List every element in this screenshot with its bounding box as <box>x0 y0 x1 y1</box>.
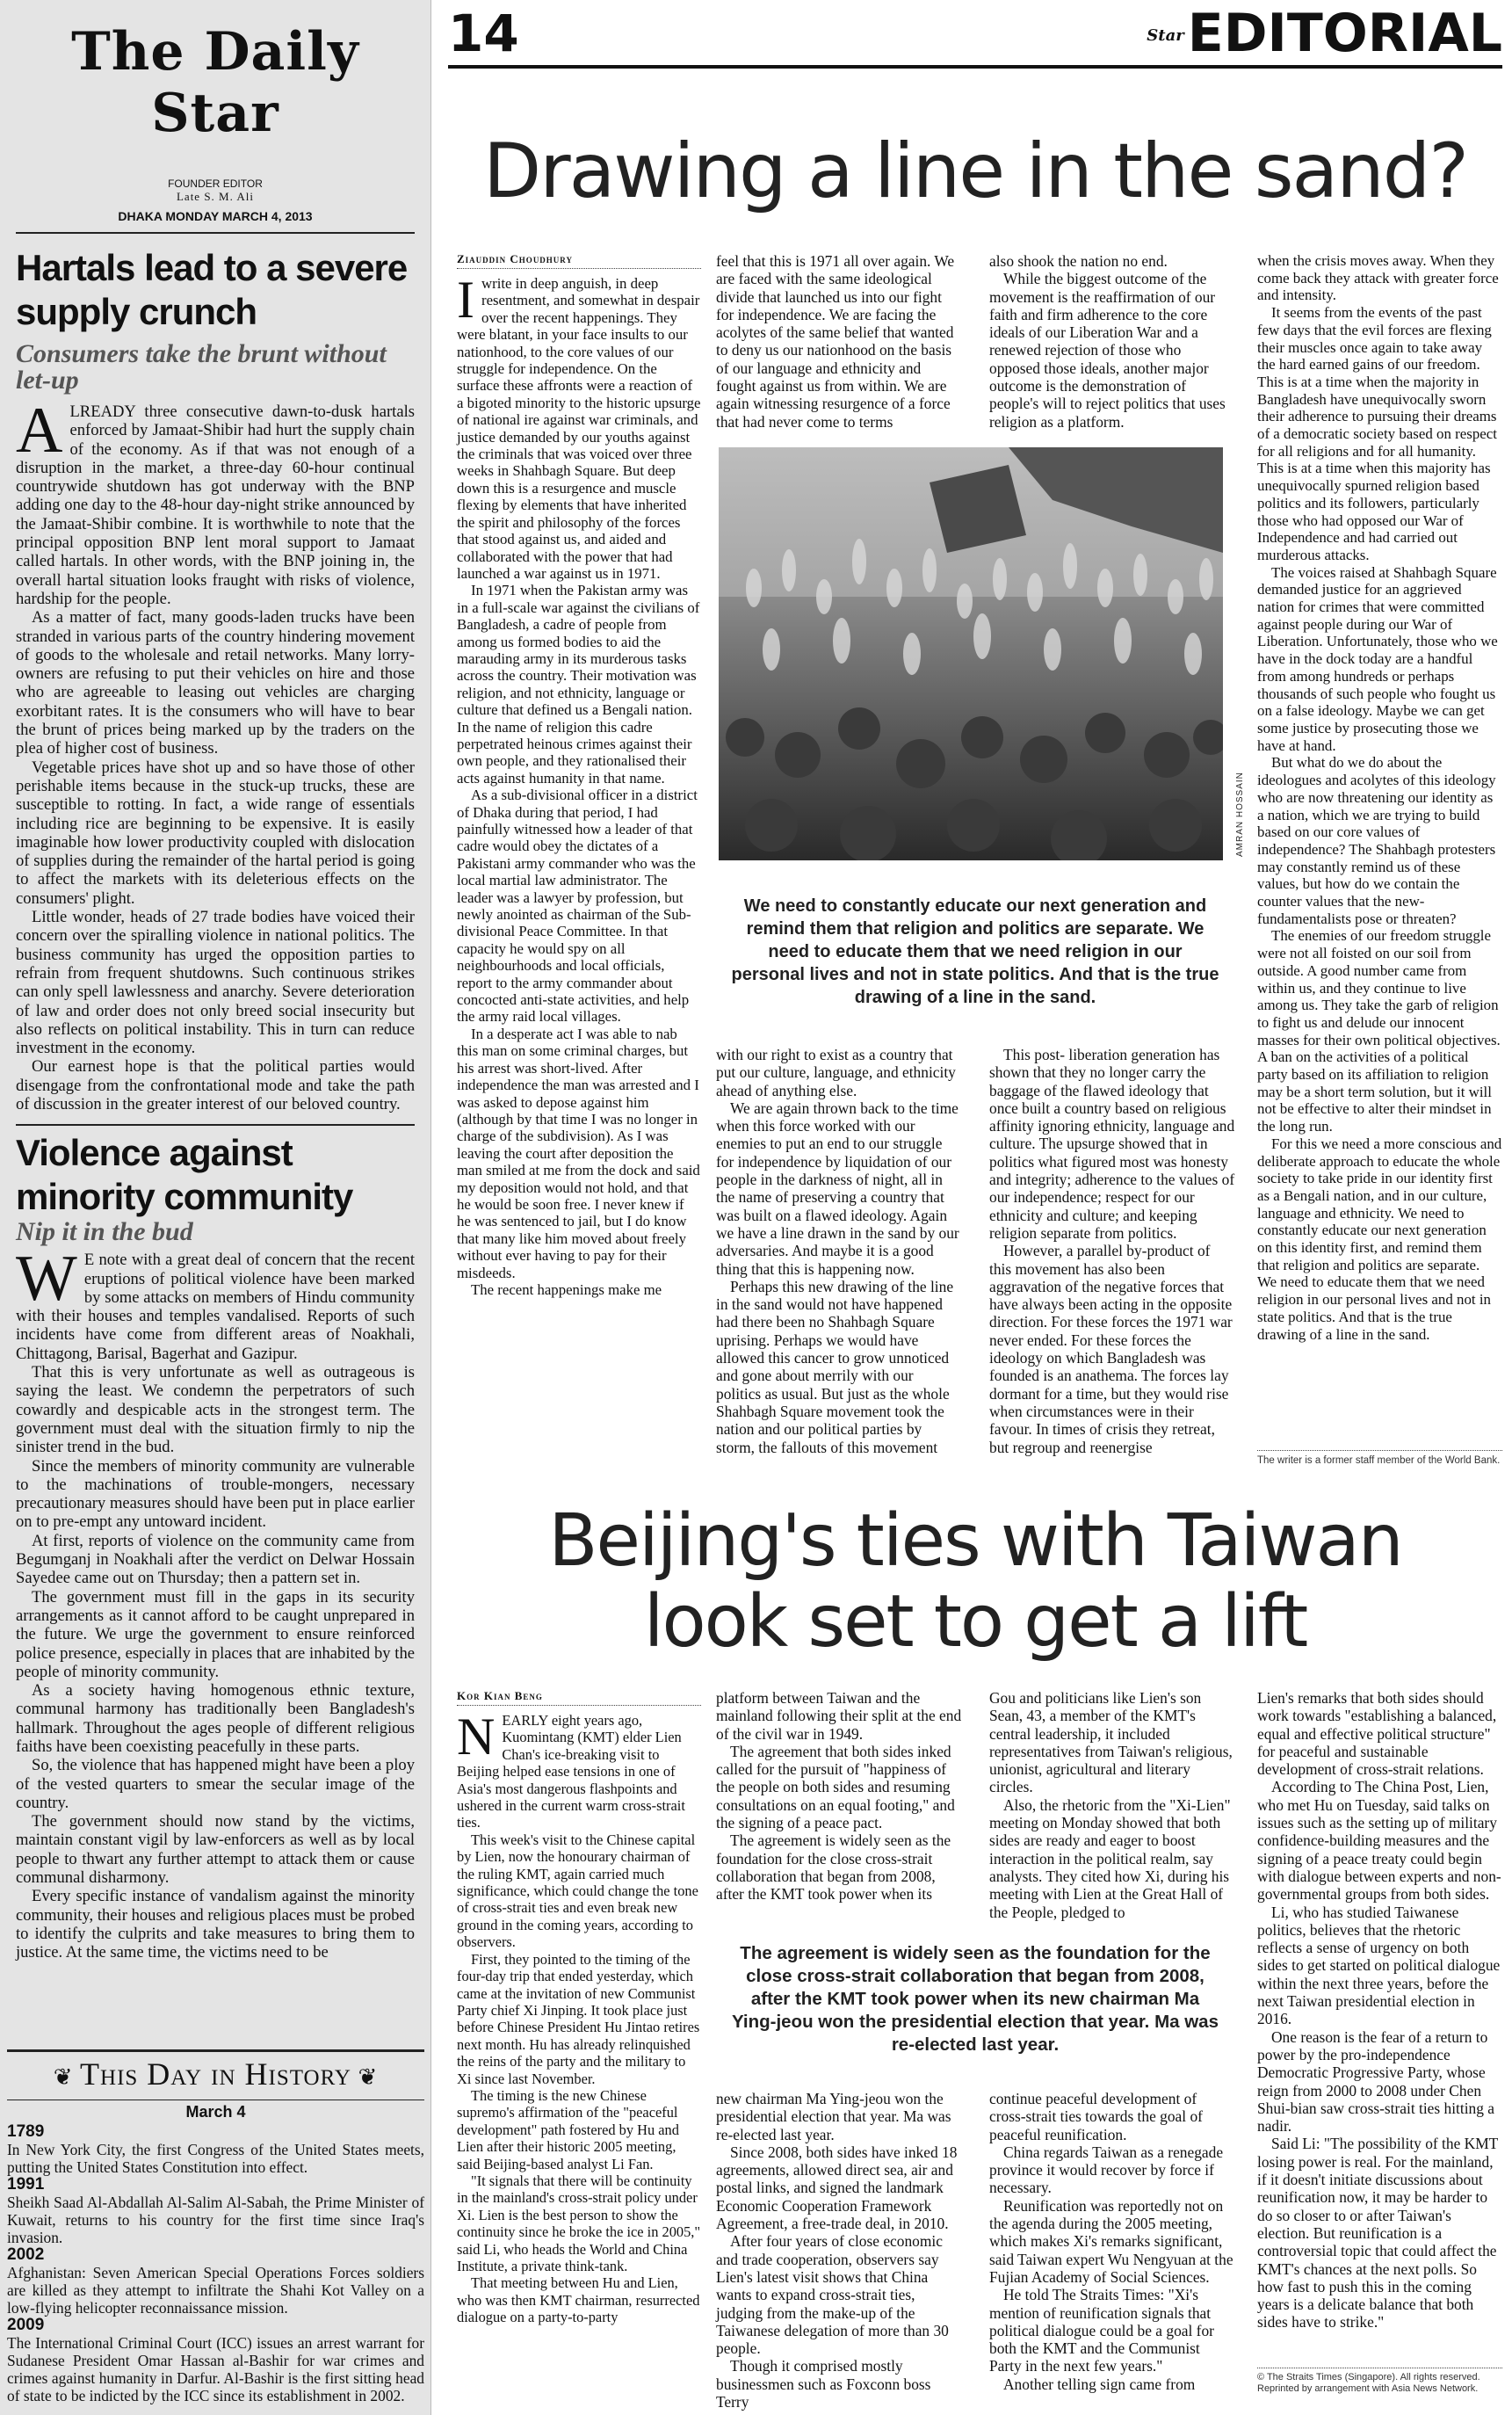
editorial-headline: Violence against minority community <box>16 1132 353 1218</box>
paragraph: LREADY three consecutive dawn-to-dusk hartals enforced by Jamaat-Shibir had hurt the supply chain of the economy. As if that was not enough of a disruption in the market, a three-day 60-hour continual countrywide shutdown has got underway with the BNP adding one day to the 48-hour day-night strike announced by the Jamaat-Shibir combine. It is worthwhile to note that the principal opposition BNP lent moral support to Jamaat called hartals. In other words, with the BNP joining in, the overall hartal situation looks fraught with risks of violence, hardship for the people. <box>16 402 415 608</box>
byline: Kor Kian Beng <box>457 1689 701 1706</box>
paragraph: He told The Straits Times: "Xi's mention of reunification signals that political dialogue could be a goal for both the KMT and the Communist Party in the next few years." <box>989 2286 1214 2375</box>
newspaper-logo: The Daily Star <box>71 21 359 144</box>
founder-label: FOUNDER EDITOR <box>168 178 263 190</box>
article-column <box>716 2090 962 2411</box>
editorial-sidebar <box>0 0 431 2415</box>
tdih-text: The International Criminal Court (ICC) issues an arrest warrant for Sudanese President Omar Hassan al-Bashir for war crimes and crimes against humanity in Darfur. Al-Bashir is the first sitting head of state to be indicted by the ICC since its establishment in 2002. <box>7 2334 424 2404</box>
paragraph: Said Li: "The possibility of the KMT losing power is real. For the mainland, if it doesn't initiate discussions about reunification now, it may be harder to do so closer to or after Taiwan's election. But reunification is a controversial topic that could affect the KMT's chances at the next polls. So how fast to push this in the coming years is a delicate balance that both sides have to strike." <box>1257 2135 1498 2332</box>
paragraph: However, a parallel by-product of this movement has also been aggravation of the negative forces that have always been acting in the opposite direction. For these forces the 1971 war never ended. For these forces the ideology on which Bangladesh was founded is an anathema. The forces lay dormant for a time, but they would rise when circumstances were in their favour. In times of crisis they retreat, but regroup and reenergise <box>989 1242 1233 1456</box>
paragraph: First, they pointed to the timing of the four-day trip that ended yesterday, which came at the invitation of new Communist Party chief Xi Jinping. It took place just before Chinese President Hu Jintao retires next month. Hu has already relinquished the reins of the party and the military to Xi since last November. <box>457 1950 700 2087</box>
paragraph: write in deep anguish, in deep resentment, and somewhat in despair over the recent happenings. They were blatant, in your face insults to our nationhood, to the core values of our struggle for independence. On the surface these affronts were a reaction of a bigoted minority to the historic upsurge of national ire against war criminals, and justice demanded by our youths against the criminals that was voiced over three weeks in Shahbagh Square. But deep down this is a resurgence and muscle flexing by elements that have inherited the spirit and philosophy of the forces that stood against us, and aided and collaborated with the power that had launched a war against us in 1971. <box>457 275 701 582</box>
paragraph: The voices raised at Shahbagh Square demanded justice for an aggrieved nation for crimes that were committed against people during our War of Liberation. Unfortunately, those who we have in the dock today are a handful from among hundreds or perhaps thousands of such people who fought us on a false ideology. Maybe we can get some justice by prosecuting those we have at hand. <box>1257 563 1498 754</box>
main-area <box>448 0 1502 2411</box>
paragraph: with our right to exist as a country that put our culture, language, and ethnicity ahead of anything else. <box>716 1046 956 1099</box>
pull-quote: We need to constantly educate our next generation and remind them that religion and politics are separate. We need to educate them that we need religion in our personal lives and not in state politics. And that is the true drawing of a line in the sand. <box>731 896 1219 1007</box>
article-headline: Drawing a line in the sand? <box>483 127 1467 215</box>
divider <box>16 1124 415 1126</box>
paragraph: The government should now stand by the victims, maintain constant vigil by law-enforcers as well as by local people to thwart any further attempt to attack them or cause communal disharmony. <box>16 1812 415 1888</box>
paragraph: That this is very unfortunate as well as outrageous is saying the least. We condemn the perpetrators of such cowardly and despicable acts in the strongest term. The government must deal with the situation firmly to nip the sinister trend in the bud. <box>16 1363 415 1457</box>
tdih-entry <box>0 2246 431 2317</box>
paragraph: "It signals that there will be continuity in the mainland's cross-strait policy under Xi. Lien is the best person to show the continuity since he broke the ice in 2005," said Li, who heads the World and China Institute, a private think-tank. <box>457 2172 701 2274</box>
ornament-icon: ❦ <box>53 2064 81 2090</box>
article-column <box>989 1046 1235 1456</box>
paragraph: In a desperate act I was able to nab this man on some criminal charges, but his arrest was short-lived. After independence the man was arrested and I was asked to depose against him (although by that time I was no longer in charge of the subdivision). As I was leaving the court after deposition the man smiled at me from the dock and said my deposition would not hold, and that he would be soon free. I never knew if he was sentenced to jail, but I do know that many like him moved about freely without ever having to pay for their misdeeds. <box>457 1025 700 1281</box>
paragraph: This post- liberation generation has shown that they no longer carry the baggage of the flawed ideology that once built a country based on religious affinity ignoring ethnicity, language and culture. The upsurge showed that in politics what figured most was honesty and integrity; adherence to the values of our independence; respect for our ethnicity and culture; and keeping religion separate from politics. <box>989 1046 1235 1242</box>
photo-credit: AMRAN HOSSAIN <box>1235 772 1245 857</box>
editorial-subhead: Nip it in the bud <box>16 1217 193 1247</box>
paragraph: But what do we do about the ideologues and acolytes of this ideology who are now threatening our identity as a nation, which we are trying to build based on our core values of independence? The Shahbagh protesters may constantly remind us of these values, but how do we contain the counter values that the new-fundamentalists pose or threaten? <box>1257 754 1496 927</box>
paragraph: As a sub-divisional officer in a district of Dhaka during that period, I had painfully witnessed how a leader of that cadre would obey the dictates of a Pakistani army commander who was the local martial law administrator. The leader was a lawyer by profession, but newly anointed as chairman of the Sub-divisional Peace Committee. In that capacity he would spy on all neighbourhoods and local officials, report to the army commander about concocted anti-state activities, and help the army raid local villages. <box>457 787 698 1026</box>
tdih-text: Sheikh Saad Al-Abdallah Al-Salim Al-Sabah, the Prime Minister of Kuwait, returns to his country for the first time since Iraq's invasion. <box>7 2194 424 2246</box>
dropcap: N <box>457 1708 496 1766</box>
paragraph: The agreement that both sides inked called for the pursuit of "happiness of the people on both sides and resuming consultations on an equal footing," and the signing of a peace pact. <box>716 1742 955 1832</box>
ornament-icon: ❦ <box>351 2064 379 2090</box>
tdih-date: March 4 <box>185 2103 246 2121</box>
paragraph: The recent happenings make me <box>471 1280 662 1298</box>
tdih-text: Afghanistan: Seven American Special Operations Forces soldiers are killed as they attempt to infiltrate the Shahi Kot Valley on a low-flying helicopter reconnaissance mission. <box>7 2264 424 2317</box>
paragraph: As a society having homogenous ethnic texture, communal harmony has traditionally been Bangladesh's hallmark. Throughout the ages people of different religious faiths have been coexisting peacefully in these parts. <box>16 1681 415 1756</box>
copyright-note: © The Straits Times (Singapore). All rights reserved. Reprinted by arrangement with Asia News Network. <box>1257 2368 1502 2395</box>
paragraph: While the biggest outcome of the movement is the reaffirmation of our faith and firm adherence to the core ideals of our Liberation War and a renewed rejection of those who opposed those ideals, another major outcome is the demonstration of people's will to reject politics that uses religion as a platform. <box>989 270 1226 431</box>
tdih-text: In New York City, the first Congress of the United States meets, putting the United States Constitution into effect. <box>7 2141 424 2176</box>
paragraph: new chairman Ma Ying-jeou won the presidential election that year. Ma was re-elected last year. <box>716 2090 951 2143</box>
dropcap: I <box>457 271 474 329</box>
article-column <box>989 2090 1235 2393</box>
article-column <box>457 271 701 1298</box>
paragraph: Li, who has studied Taiwanese politics, believes that the rhetoric reflects a sense of urgency on both sides to get started on political dialogue within the next three years, before the next Taiwan presidential election in 2016. <box>1257 1903 1501 2028</box>
tdih-entry <box>0 2317 431 2404</box>
paragraph: One reason is the fear of a return to power by the pro-independence Democratic Progressive Party, whose reign from 2000 to 2008 under Chen Shui-bian saw cross-strait ties hitting a nadir. <box>1257 2027 1494 2136</box>
paragraph: At first, reports of violence on the community came from Begumganj in Noakhali after the verdict on Delwar Hossain Sayedee came out on Thursday; then a pattern set in. <box>16 1531 415 1588</box>
paragraph: The enemies of our freedom struggle were not all foisted on our soil from outside. A good number came from within us, and they continue to live among us. They take the garb of religion to fight us and delude our innocent masses for their own political objectives. A ban on the activities of a political party based on its affiliation to religion may be a short term solution, but it will not be effective to alter their mindset in the long run. <box>1257 927 1501 1135</box>
section-label: EDITORIAL <box>1187 3 1502 64</box>
paragraph: After four years of close economic and trade cooperation, observers say Lien's latest visit shows that China wants to expand cross-strait ties, judging from the make-up of the Taiwanese delegation of more than 30 people. <box>716 2232 949 2358</box>
editorial-minority <box>0 1131 430 1962</box>
paragraph: We are again thrown back to the time when this force worked with our enemies to put an end to our struggle for independence by liquidation of our people in the darkness of night, all in the name of preserving a country that was built on a flawed ideology. Again we have a line drawn in the sand by our adversaries. And maybe it is a good thing that this is happening now. <box>716 1099 959 1278</box>
article-column <box>989 252 1235 431</box>
editorial-subhead: Consumers take the brunt without let-up <box>16 339 387 395</box>
paragraph: E note with a great deal of concern that the recent eruptions of political violence have been marked by some attacks on members of Hindu community with their houses and temples vandalised. Reports of such incidents have come from different areas of Noakhali, Chittagong, Barisal, Bagerhat and Gazipur. <box>16 1251 415 1363</box>
paragraph: platform between Taiwan and the mainland following their split at the end of the civil war in 1949. <box>716 1689 962 1743</box>
article-column <box>716 252 962 431</box>
paragraph: According to The China Post, Lien, who met Hu on Tuesday, said talks on issues such as the setting up of military confidence-building measures and the signing of a peace treaty could begin with dialogue between experts and non-governmental groups from both sides. <box>1257 1778 1501 1904</box>
tdih-year: 1991 <box>7 2175 45 2194</box>
paragraph: Our earnest hope is that the political parties would disengage from the confrontational mode and take the path of discussion in the greater interest of our beloved country. <box>16 1057 415 1113</box>
divider <box>16 232 415 234</box>
paragraph: feel that this is 1971 all over again. We are faced with the same ideological divide that launched us into our fight for independence. We are facing the acolytes of the same belief that wanted to deny us our nationhood on the basis of our language and ethnicity and fought against us from within. We are again witnessing resurgence of a force that had never come to terms <box>716 252 955 431</box>
paragraph: Little wonder, heads of 27 trade bodies have voiced their concern over the spiralling violence in national politics. The business community has urged the opposition parties to refrain from frequent shutdowns. Such continuous strikes can only spell lawlessness and anarchy. Severe deterioration of law and order does not only breed social insecurity but also reflects on political instability. This in turn can reduce investment in the economy. <box>16 908 415 1058</box>
article-column <box>989 1689 1235 1921</box>
article-column <box>716 1689 962 1904</box>
this-day-in-history <box>0 2049 431 2404</box>
page-number: 14 <box>448 4 519 63</box>
page-header <box>448 0 1502 69</box>
tdih-title-text: This Day in History <box>80 2056 351 2092</box>
paragraph: That meeting between Hu and Lien, who was then KMT chairman, resurrected dialogue on a party-to-party <box>457 2274 700 2326</box>
paragraph: EARLY eight years ago, Kuomintang (KMT) elder Lien Chan's ice-breaking visit to Beijing helped ease tensions in one of Asia's most dangerous flashpoints and ushered in the current warm cross-strait ties. <box>457 1712 685 1831</box>
tdih-year: 1789 <box>7 2122 45 2141</box>
editorial-hartals <box>0 246 430 1113</box>
article-column <box>1257 1689 1502 2332</box>
masthead <box>0 0 430 225</box>
editorial-body <box>0 1243 430 1962</box>
author-note: The writer is a former staff member of the World Bank. <box>1257 1450 1502 1467</box>
paragraph: Another telling sign came from <box>1003 2375 1196 2393</box>
paragraph: China regards Taiwan as a renegade province it would recover by force if necessary. <box>989 2143 1224 2197</box>
paragraph: Perhaps this new drawing of the line in the sand would not have happened had there been no Shahbagh Square uprising. Perhaps we would have allowed this cancer to grow unnoticed and gone about merrily with our politics as usual. But just as the whole Shahbagh Square movement took the nation and our political parties by storm, the fallouts of this movement <box>716 1277 954 1456</box>
editorial-headline: Hartals lead to a severe supply crunch <box>16 247 408 332</box>
paragraph: So, the violence that has happened might have been a ploy of the vested quarters to smear the secular image of the country. <box>16 1756 415 1812</box>
paragraph: Vegetable prices have shot up and so have those of other perishable items because in the stuck-up trucks, these are susceptible to rotting. In fact, a wide range of essentials including rice are beginning to be expensive. It is easily imaginable how lower productivity coupled with dislocation of supplies during the remainder of the hartal period is going to affect the markets with its deleterious effects on the consumers' plight. <box>16 758 415 908</box>
tdih-year: 2002 <box>7 2245 45 2264</box>
paragraph: continue peaceful development of cross-strait ties towards the goal of peaceful reunification. <box>989 2090 1203 2143</box>
dropcap: W <box>16 1243 77 1316</box>
paragraph: also shook the nation no end. <box>989 252 1168 270</box>
editorial-body <box>0 395 430 1113</box>
paragraph: Since 2008, both sides have inked 18 agreements, allowed direct sea, air and postal links, and signed the landmark Economic Cooperation Framework Agreement, a free-trade deal, in 2010. <box>716 2143 958 2233</box>
paragraph: The government must fill in the gaps in its security arrangements as it cannot afford to be caught unprepared in the future. We urge the government to ensure reinforced police presence, especially in places that are inhabited by the people of minority community. <box>16 1587 415 1681</box>
paragraph: The timing is the new Chinese supremo's affirmation of the "peaceful development" path fostered by Hu and Lien after their historic 2005 meeting, said Beijing-based analyst Li Fan. <box>457 2086 679 2172</box>
paragraph: The agreement is widely seen as the foundation for the close cross-strait collaboration that began from 2008, after the KMT took power when its <box>716 1831 951 1904</box>
paragraph: It seems from the events of the past few days that the evil forces are flexing their muscles once again to take away the hard earned gains of our freedom. This is at a time when the majority in Bangladesh have unequivocally sworn their adherence to pursuing their dreams of a democratic society based on respect for all religions and for all humanity. This is at a time when this majority has unequivocally spurned religion based politics and its followers, particularly those who had opposed our War of Independence and had carried out murderous attacks. <box>1257 304 1497 563</box>
paragraph: Gou and politicians like Lien's son Sean, 43, a member of the KMT's central leadership, it included representatives from Taiwan's religious, unionist, agricultural and literary circles. <box>989 1689 1233 1796</box>
dateline: DHAKA MONDAY MARCH 4, 2013 <box>118 209 313 223</box>
founder-name: Late S. M. Ali <box>176 190 255 203</box>
paragraph: Also, the rhetoric from the "Xi-Lien" meeting on Monday showed that both sides are ready and eager to boost interaction in the political realm, say analysts. They cited how Xi, during his meeting with Lien at the Great Hall of the People, pledged to <box>989 1795 1231 1921</box>
article-column <box>1257 252 1502 1343</box>
paragraph: Every specific instance of vandalism against the minority community, their houses and religious places must be probed to identify the culprits and take measures to bring them to justice. At the same time, the victims need to be <box>16 1887 415 1962</box>
protest-photo <box>719 447 1223 860</box>
paragraph: Though it comprised mostly businessmen such as Foxconn boss Terry <box>716 2357 931 2411</box>
article-headline: look set to get a lift <box>643 1580 1307 1664</box>
star-logo: Star <box>1147 26 1184 46</box>
article-headline: Beijing's ties with Taiwan <box>548 1499 1402 1583</box>
paragraph: In 1971 when the Pakistan army was in a full-scale war against the civilians of Bangladesh, a cadre of people from among us formed bodies to aid the marauding army in its murderous tasks across the country. Their motivation was religion, and not ethnicity, language or culture that defined us a Bengali nation. In the name of religion this cadre perpetrated heinous crimes against their own people, and they rationalised their acts against humanity in that name. <box>457 582 700 787</box>
crowd-photo-illustration <box>719 447 1223 860</box>
paragraph: For this we need a more conscious and deliberate approach to educate the whole society to take pride in our identity first as a Bengali nation, and in our culture, language and ethnicity. We need to constantly educate our next generation on this identity first, and remind them that religion and politics are separate. We need to educate them that we need religion in our personal lives and not in state politics. And that is the true drawing of a line in the sand. <box>1257 1135 1502 1343</box>
tdih-year: 2009 <box>7 2316 45 2334</box>
pull-quote: The agreement is widely seen as the foundation for the close cross-strait collaboration that began from 2008, after the KMT took power when its new chairman Ma Ying-jeou won the presidential election that year. Ma was re-elected last year. <box>731 1943 1219 2055</box>
paragraph: This week's visit to the Chinese capital by Lien, now the honourary chairman of the ruling KMT, again carried much significance, which could change the tone of cross-strait ties and even break new ground in the coming years, according to observers. <box>457 1831 698 1951</box>
paragraph: Reunification was reportedly not on the agenda during the 2005 meeting, which makes Xi's remarks significant, said Taiwan expert Wu Nengyuan at the Fujian Academy of Social Sciences. <box>989 2196 1233 2286</box>
tdih-entry <box>0 2176 431 2246</box>
section-title <box>1147 0 1502 69</box>
article-column <box>716 1046 962 1456</box>
tdih-entry <box>0 2123 431 2176</box>
byline: Ziauddin Choudhury <box>457 252 701 269</box>
paragraph: As a matter of fact, many goods-laden trucks have been stranded in various parts of the country hindering movement of goods to the wholesale and retail networks. Many lorry-owners are refusing to put their vehicles on hire and those who are agreeable to leasing out vehicles are charging exorbitant rates. It is the consumers who will have to bear the brunt of prices being marked up by the traders on the plea of higher cost of business. <box>16 608 415 758</box>
article-column <box>457 1708 701 2326</box>
dropcap: A <box>16 395 63 467</box>
paragraph: when the crisis moves away. When they come back they attack with greater force and intensity. <box>1257 252 1499 304</box>
tdih-title <box>7 2049 424 2100</box>
paragraph: Since the members of minority community are vulnerable to the machinations of trouble-mongers, necessary precautionary measures should have been put in place earlier on to pre-empt any untoward incident. <box>16 1456 415 1532</box>
paragraph: Lien's remarks that both sides should work towards "establishing a balanced, equal and effective political structure" for peaceful and sustainable development of cross-strait relations. <box>1257 1689 1497 1779</box>
